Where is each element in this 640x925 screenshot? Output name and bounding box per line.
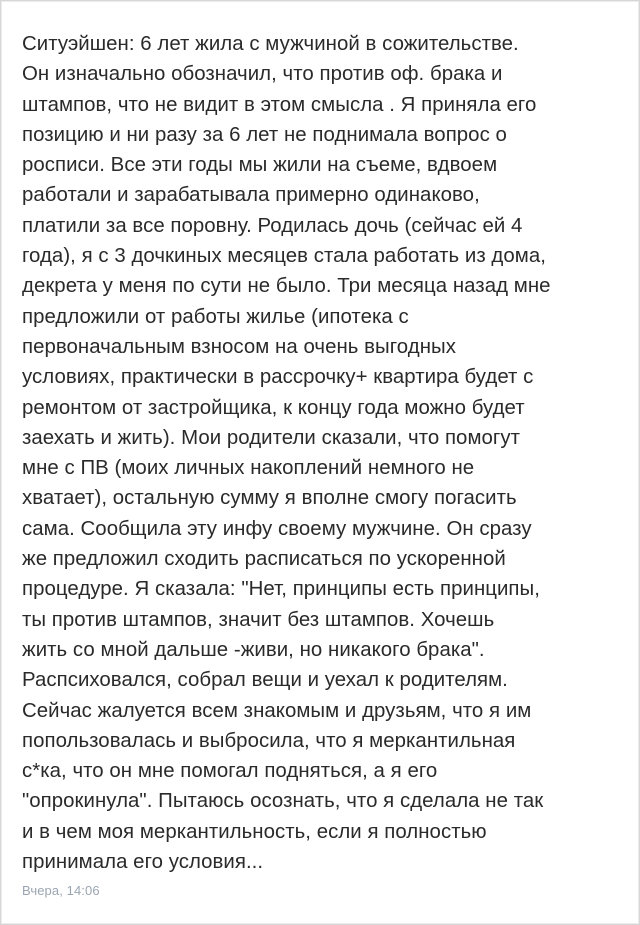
post-text-line: условиях, практически в рассрочку+ квартира будет с	[22, 366, 534, 389]
post-text-line: Распсиховался, собрал вещи и уехал к родителям.	[22, 669, 508, 692]
post-text	[22, 29, 628, 877]
post-text-line: хватает), остальную сумму я вполне смогу погасить	[22, 487, 517, 510]
post-text-line: декрета у меня по сути не было. Три месяца назад мне	[22, 275, 551, 298]
post-text-line: Он изначально обозначил, что против оф. брака и	[22, 63, 503, 86]
post-timestamp[interactable]: Вчера, 14:06	[22, 883, 100, 898]
post-text-line: росписи. Все эти годы мы жили на съеме, вдвоем	[22, 154, 498, 177]
post-text-line: штампов, что не видит в этом смысла . Я приняла его	[22, 93, 537, 116]
post-text-line: жить со мной дальше -живи, но никакого брака".	[22, 638, 485, 661]
post-text-line: первоначальным взносом на очень выгодных	[22, 335, 456, 358]
post-text-line: "опрокинула". Пытаюсь осознать, что я сделала не так	[22, 790, 544, 813]
post-text-line: года), я с 3 дочкиных месяцев стала работать из дома,	[22, 245, 546, 268]
post-text-line: работали и зарабатывала примерно одинаково,	[22, 184, 480, 207]
post-text-line: платили за все поровну. Родилась дочь (сейчас ей 4	[22, 214, 523, 237]
post-text-line: и в чем моя меркантильность, если я полностью	[22, 820, 487, 843]
post-content	[22, 29, 628, 877]
post-text-line: ремонтом от застройщика, к концу года можно будет	[22, 396, 525, 419]
post-text-line: заехать и жить). Мои родители сказали, что помогут	[22, 426, 521, 449]
post-text-line: попользовалась и выбросила, что я меркантильная	[22, 729, 516, 752]
post-text-line: Ситуэйшен: 6 лет жила с мужчиной в сожительстве.	[22, 33, 519, 55]
post-text-line: процедуре. Я сказала: "Нет, принципы есть принципы,	[22, 578, 540, 601]
post-text-line: сама. Сообщила эту инфу своему мужчине. Он сразу	[22, 517, 532, 540]
post-text-line: с*ка, что он мне помогал подняться, а я его	[22, 760, 438, 783]
post-text-line: мне с ПВ (моих личных накоплений немного не	[22, 457, 475, 480]
post-text-line: Сейчас жалуется всем знакомым и друзьям, что я им	[22, 699, 532, 722]
post-text-line: же предложил сходить расписаться по ускоренной	[22, 548, 506, 571]
post-text-line: предложили от работы жилье (ипотека с	[22, 305, 409, 328]
post-text-line: позицию и ни разу за 6 лет не поднимала вопрос о	[22, 123, 507, 146]
post-text-line: ты против штампов, значит без штампов. Хочешь	[22, 608, 495, 631]
post-text-line: принимала его условия...	[22, 851, 264, 874]
